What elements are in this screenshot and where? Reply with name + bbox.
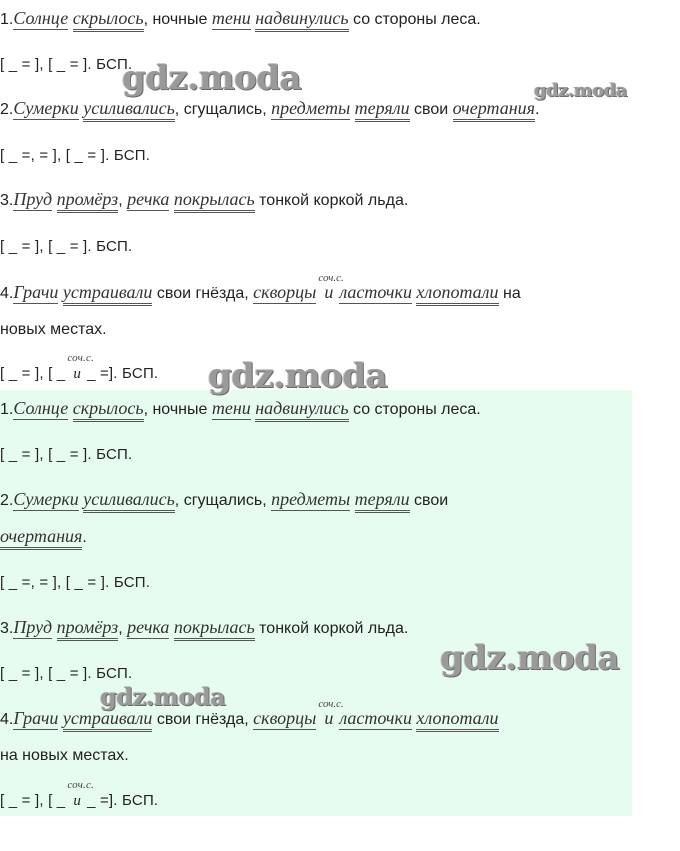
predicate: скрылось	[73, 8, 144, 32]
predicate: промёрз	[57, 617, 119, 641]
sentence-1: 1.Солнце скрылось, ночные тени надвинулись со стороны леса.	[0, 8, 481, 30]
watermark: gdz.moda	[440, 638, 620, 678]
subject: речка	[127, 617, 170, 637]
predicate: хлопотали	[416, 282, 498, 306]
predicate: скрылось	[73, 398, 144, 422]
predicate: устраивали	[63, 282, 153, 306]
scheme-conjunction: соч.с. и	[67, 779, 95, 809]
answer-scheme-1: [ _ = ], [ _ = ]. БСП.	[0, 446, 133, 463]
sentence-2: 2.Сумерки усиливались, сгущались, предметы теряли свои очертания.	[0, 98, 539, 120]
predicate: теряли	[355, 98, 410, 122]
answer-sentence-4: 4.Грачи устраивали свои гнёзда, скворцы соч.с. и ласточки хлопотали	[0, 708, 499, 730]
subject: Грачи	[13, 282, 59, 302]
answer-scheme-3: [ _ = ], [ _ = ]. БСП.	[0, 665, 133, 682]
watermark: gdz.moda	[208, 356, 388, 396]
conjunction: соч.с. и	[324, 282, 333, 302]
predicate: устраивали	[63, 708, 153, 732]
subject: предметы	[271, 489, 351, 509]
subject: Сумерки	[13, 98, 79, 118]
subject: предметы	[271, 98, 351, 118]
scheme-2: [ _ =, = ], [ _ = ]. БСП.	[0, 147, 151, 164]
answer-sentence-3: 3.Пруд промёрз, речка покрылась тонкой коркой льда.	[0, 617, 408, 639]
scheme-4: [ _ = ], [ _ соч.с. и _ =]. БСП.	[0, 352, 159, 382]
answer-sentence-4-continued: на новых местах.	[0, 747, 129, 764]
predicate: очертания	[0, 526, 82, 550]
conjunction-note: соч.с.	[318, 698, 344, 710]
subject: тени	[211, 398, 251, 418]
watermark: gdz.moda	[100, 682, 226, 711]
subject: Солнце	[13, 398, 69, 418]
answer-scheme-2: [ _ =, = ], [ _ = ]. БСП.	[0, 574, 151, 591]
subject: тени	[211, 8, 251, 28]
subject: скворцы	[253, 708, 317, 728]
predicate: теряли	[355, 489, 410, 513]
subject: ласточки	[339, 282, 412, 302]
scheme-1: [ _ = ], [ _ = ]. БСП.	[0, 56, 133, 73]
subject: скворцы	[253, 282, 317, 302]
scheme-conjunction: соч.с. и	[67, 352, 95, 382]
subject: речка	[127, 189, 170, 209]
watermark: gdz.moda	[534, 80, 627, 101]
sentence-4: 4.Грачи устраивали свои гнёзда, скворцы соч.с. и ласточки хлопотали на	[0, 282, 521, 304]
predicate: надвинулись	[255, 8, 348, 32]
conjunction-note: соч.с.	[318, 272, 344, 284]
answer-sentence-2: 2.Сумерки усиливались, сгущались, предметы теряли свои	[0, 489, 448, 511]
subject: ласточки	[339, 708, 412, 728]
answer-scheme-4: [ _ = ], [ _ соч.с. и _ =]. БСП.	[0, 779, 159, 809]
predicate: надвинулись	[255, 398, 348, 422]
subject: Пруд	[13, 617, 53, 637]
scheme-3: [ _ = ], [ _ = ]. БСП.	[0, 238, 133, 255]
answer-sentence-2-continued: очертания.	[0, 526, 87, 548]
predicate: покрылась	[174, 617, 255, 641]
subject: Сумерки	[13, 489, 79, 509]
subject: Пруд	[13, 189, 53, 209]
conjunction: соч.с. и	[324, 708, 333, 728]
answer-sentence-1: 1.Солнце скрылось, ночные тени надвинулись со стороны леса.	[0, 398, 481, 420]
predicate: промёрз	[57, 189, 119, 213]
predicate: очертания	[453, 98, 535, 122]
sentence-3: 3.Пруд промёрз, речка покрылась тонкой коркой льда.	[0, 189, 408, 211]
predicate: усиливались	[83, 98, 175, 122]
sentence-4-continued: новых местах.	[0, 321, 107, 338]
subject: Солнце	[13, 8, 69, 28]
subject: Грачи	[13, 708, 59, 728]
predicate: усиливались	[83, 489, 175, 513]
predicate: покрылась	[174, 189, 255, 213]
predicate: хлопотали	[416, 708, 498, 732]
watermark: gdz.moda	[122, 58, 302, 98]
